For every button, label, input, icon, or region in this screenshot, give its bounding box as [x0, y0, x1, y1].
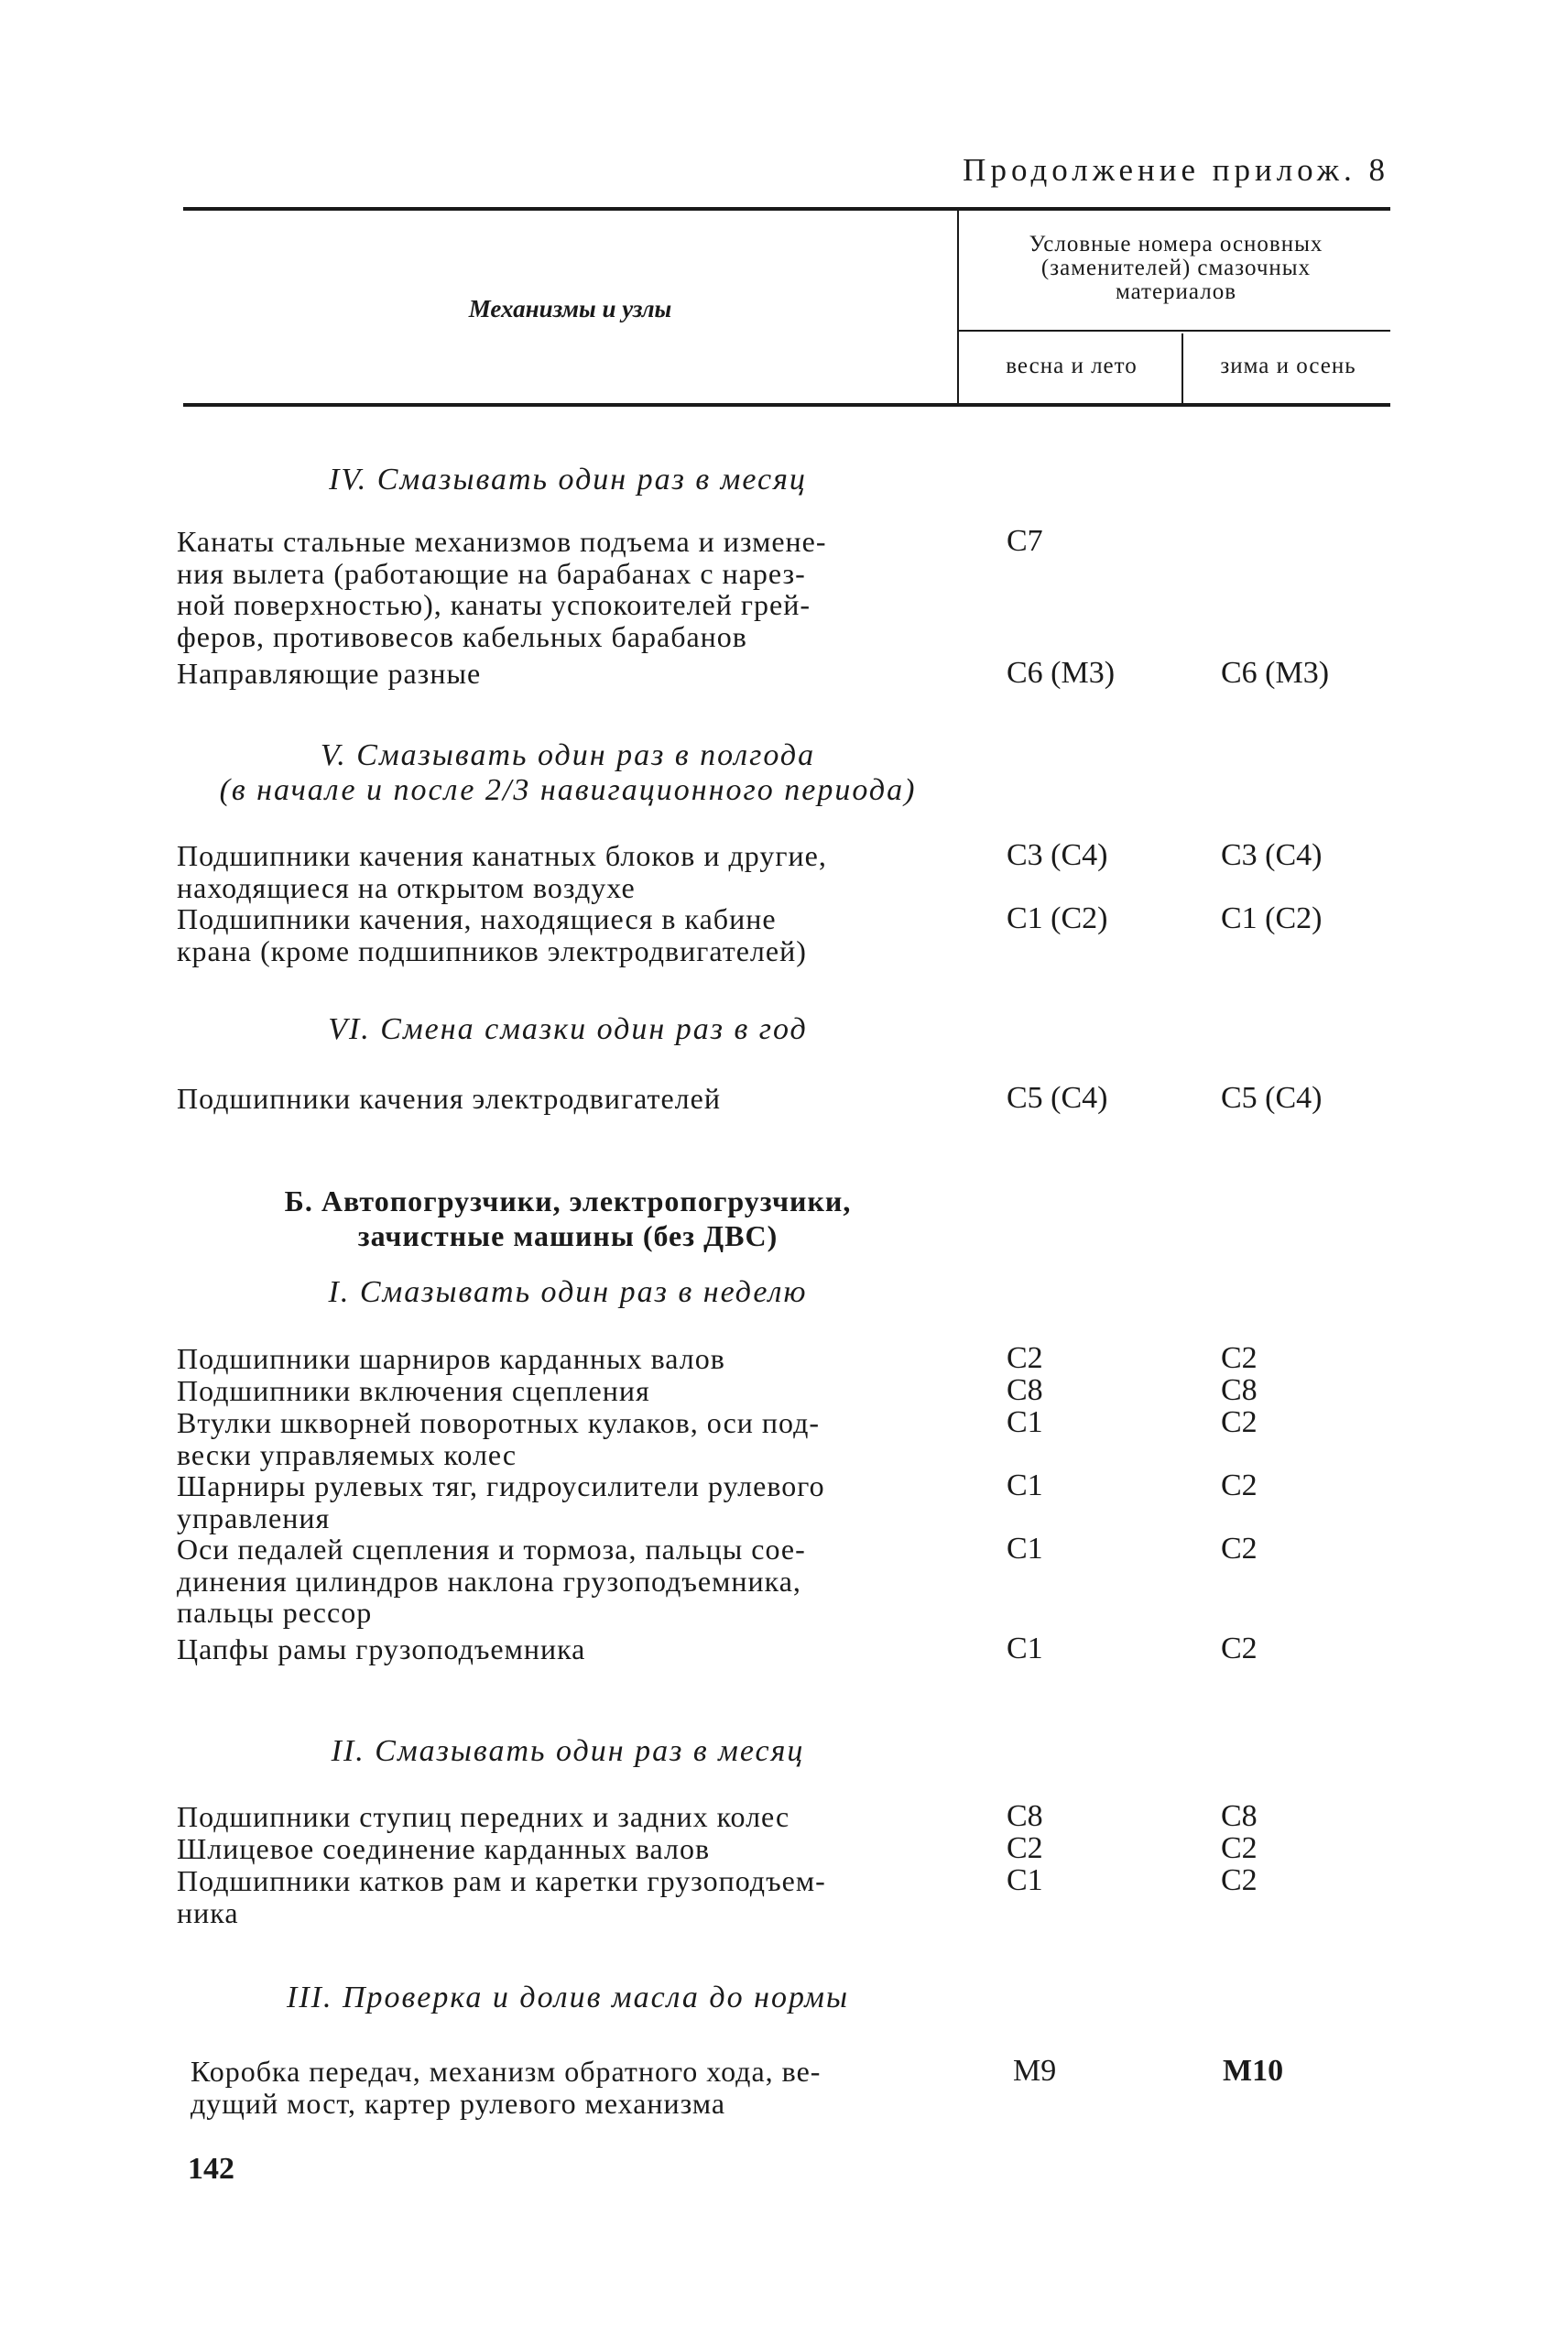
row-winter-value: C2	[1221, 1468, 1258, 1502]
section-title: I. Смазывать один раз в неделю	[328, 1275, 808, 1309]
continuation-note: Продолжение прилож. 8	[963, 152, 1389, 188]
row-spring-value: C5 (C4)	[1007, 1081, 1108, 1115]
row-spring-value: C2	[1007, 1341, 1043, 1375]
row-spring-value: C3 (C4)	[1007, 838, 1108, 872]
row-mechanism: Подшипники катков рам и каретки грузоподъем- ника	[177, 1864, 826, 1929]
row-mechanism: Подшипники качения канатных блоков и другие, находящиеся на открытом воздухе	[177, 839, 827, 904]
part-b-title: Б. Автопогрузчики, электропогрузчики, зачистные машины (без ДВС)	[284, 1184, 852, 1252]
section-title: V. Смазывать один раз в полгода (в начале и после 2/3 навигационного периода)	[219, 738, 917, 807]
section-title: III. Проверка и долив масла до нормы	[287, 1981, 849, 2014]
row-mechanism: Шлицевое соединение карданных валов	[177, 1832, 711, 1865]
row-mechanism: Шарниры рулевых тяг, гидроусилители рулевого управления	[177, 1469, 825, 1534]
table-row	[177, 838, 1386, 904]
row-spring-value: C1	[1007, 1863, 1043, 1897]
row-winter-value: C2	[1221, 1341, 1258, 1375]
row-mechanism: Подшипники ступиц передних и задних колес	[177, 1800, 790, 1833]
row-mechanism: Втулки шкворней поворотных кулаков, оси под- вески управляемых колес	[177, 1406, 821, 1471]
row-mechanism: Коробка передач, механизм обратного хода, ве- дущий мост, картер рулевого механизма	[191, 2055, 822, 2120]
table-row	[177, 1468, 1386, 1534]
page-number: 142	[188, 2152, 234, 2186]
table-row	[191, 2054, 1399, 2120]
header-divider	[957, 211, 959, 403]
row-winter-value: C6 (M3)	[1221, 656, 1330, 690]
table-row	[177, 524, 1386, 653]
row-winter-value: M10	[1223, 2054, 1284, 2088]
row-mechanism: Подшипники качения, находящиеся в кабине крана (кроме подшипников электродвигателей)	[177, 902, 807, 967]
row-spring-value: C1	[1007, 1632, 1043, 1665]
table-row	[177, 1081, 1386, 1115]
row-spring-value: C1	[1007, 1532, 1043, 1566]
table-row	[177, 1831, 1386, 1865]
row-winter-value: C1 (C2)	[1221, 901, 1323, 935]
row-mechanism: Подшипники включения сцепления	[177, 1374, 650, 1407]
table-row	[177, 1405, 1386, 1471]
column-header-spring-summer: весна и лето	[1006, 354, 1138, 378]
table-row	[177, 1863, 1386, 1929]
row-mechanism: Цапфы рамы грузоподъемника	[177, 1632, 586, 1665]
row-spring-value: M9	[1013, 2054, 1057, 2088]
row-mechanism: Канаты стальные механизмов подъема и измене- ния вылета (работающие на барабанах с нарез- ной поверхностью), канаты успокоителей грей- феров, противовесов кабельных барабанов	[177, 525, 827, 653]
row-spring-value: C6 (M3)	[1007, 656, 1116, 690]
row-spring-value: C1	[1007, 1468, 1043, 1502]
row-spring-value: C7	[1007, 524, 1043, 558]
row-spring-value: C2	[1007, 1831, 1043, 1865]
row-winter-value: C2	[1221, 1405, 1258, 1439]
table-row	[177, 1373, 1386, 1407]
row-spring-value: C8	[1007, 1373, 1043, 1407]
table-row	[177, 1632, 1386, 1665]
row-mechanism: Подшипники качения электродвигателей	[177, 1082, 721, 1115]
header-sub-rule	[957, 330, 1390, 332]
section-title: II. Смазывать один раз в месяц	[331, 1734, 805, 1768]
row-spring-value: C8	[1007, 1799, 1043, 1833]
row-winter-value: C2	[1221, 1863, 1258, 1897]
row-winter-value: C5 (C4)	[1221, 1081, 1323, 1115]
row-winter-value: C8	[1221, 1373, 1258, 1407]
row-winter-value: C8	[1221, 1799, 1258, 1833]
row-spring-value: C1 (C2)	[1007, 901, 1108, 935]
row-mechanism: Направляющие разные	[177, 657, 482, 690]
row-mechanism: Оси педалей сцепления и тормоза, пальцы сое- динения цилиндров наклона грузоподъемника, пальцы рессор	[177, 1533, 806, 1629]
column-header-winter-autumn: зима и осень	[1220, 354, 1356, 378]
table-row	[177, 656, 1386, 690]
row-winter-value: C2	[1221, 1831, 1258, 1865]
row-mechanism: Подшипники шарниров карданных валов	[177, 1342, 725, 1375]
column-header-mechanisms: Механизмы и узлы	[468, 295, 672, 322]
table-row	[177, 1799, 1386, 1833]
row-winter-value: C2	[1221, 1632, 1258, 1665]
section-title: IV. Смазывать один раз в месяц	[329, 463, 807, 497]
header-top-rule	[183, 207, 1390, 211]
row-winter-value: C2	[1221, 1532, 1258, 1566]
column-header-lubricants: Условные номера основных (заменителей) смазочных материалов	[1029, 232, 1323, 304]
row-spring-value: C1	[1007, 1405, 1043, 1439]
header-sub-divider	[1181, 333, 1183, 403]
row-winter-value: C3 (C4)	[1221, 838, 1323, 872]
table-row	[177, 1341, 1386, 1375]
section-title: VI. Смена смазки один раз в год	[328, 1012, 808, 1046]
header-bottom-rule	[183, 403, 1390, 407]
table-row	[177, 901, 1386, 967]
table-header	[183, 207, 1390, 407]
